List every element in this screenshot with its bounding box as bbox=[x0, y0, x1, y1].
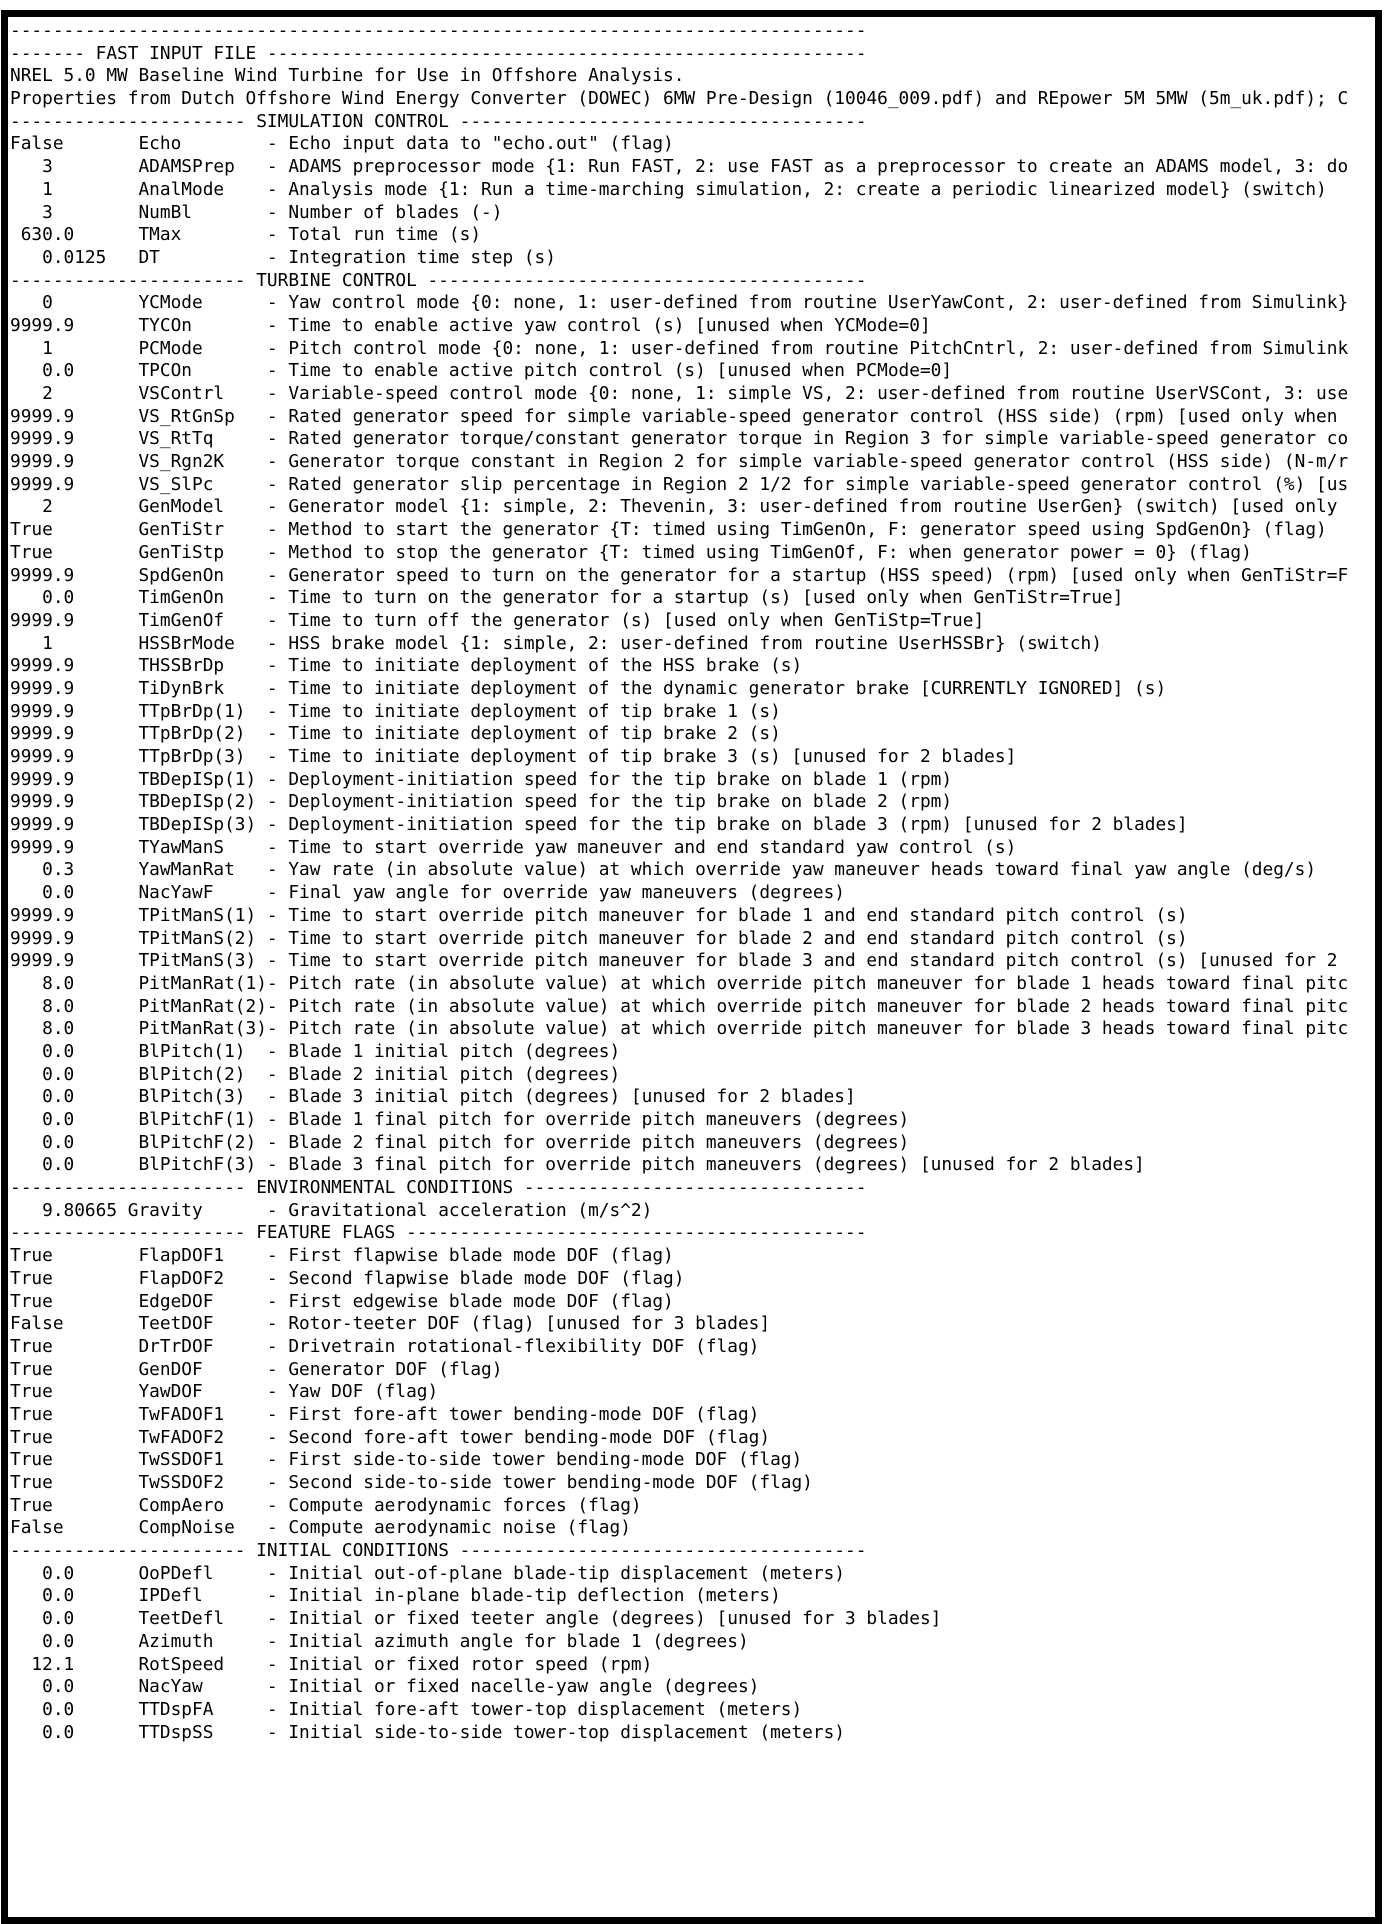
file-line: 9999.9 TYCOn - Time to enable active yaw control (s) [unused when YCMode=0] bbox=[10, 314, 931, 336]
file-line: 9999.9 TiDynBrk - Time to initiate deployment of the dynamic generator brake [CURRENTLY IGNORED] (s) bbox=[10, 677, 1167, 699]
file-line: True FlapDOF2 - Second flapwise blade mode DOF (flag) bbox=[10, 1267, 685, 1289]
file-line: 9999.9 TPitManS(2) - Time to start override pitch maneuver for blade 2 and end standard pitch control (s) bbox=[10, 927, 1188, 949]
file-line: 1 AnalMode - Analysis mode {1: Run a time-marching simulation, 2: create a periodic linearized model} (switch) bbox=[10, 178, 1327, 200]
file-line: False TeetDOF - Rotor-teeter DOF (flag) [unused for 3 blades] bbox=[10, 1313, 771, 1335]
file-line: 0.0 TPCOn - Time to enable active pitch control (s) [unused when PCMode=0] bbox=[10, 360, 953, 382]
file-line: 9999.9 TPitManS(1) - Time to start override pitch maneuver for blade 1 and end standard pitch control (s) bbox=[10, 904, 1188, 926]
file-line: 9999.9 SpdGenOn - Generator speed to turn on the generator for a startup (HSS speed) (rpm) [used only when GenTiStr=F bbox=[10, 564, 1349, 586]
file-line: True FlapDOF1 - First flapwise blade mode DOF (flag) bbox=[10, 1245, 674, 1267]
file-line: 9999.9 TTpBrDp(2) - Time to initiate deployment of tip brake 2 (s) bbox=[10, 723, 781, 745]
file-line: ---------------------- SIMULATION CONTROL -------------------------------------- bbox=[10, 110, 867, 132]
file-line: 9999.9 TBDepISp(3) - Deployment-initiation speed for the tip brake on blade 3 (rpm) [unused for 2 blades] bbox=[10, 814, 1188, 836]
file-line: 0 YCMode - Yaw control mode {0: none, 1: user-defined from routine UserYawCont, 2: user-defined from Simulink} bbox=[10, 292, 1349, 314]
file-line: 0.0 TTDspFA - Initial fore-aft tower-top displacement (meters) bbox=[10, 1698, 803, 1720]
file-line: ------- FAST INPUT FILE -------------------------------------------------------- bbox=[10, 42, 867, 64]
file-line: 3 NumBl - Number of blades (-) bbox=[10, 201, 503, 223]
file-line: 0.0 BlPitch(2) - Blade 2 initial pitch (degrees) bbox=[10, 1063, 621, 1085]
file-line: -------------------------------------------------------------------------------- bbox=[10, 20, 867, 41]
file-line: 0.0 NacYawF - Final yaw angle for override yaw maneuvers (degrees) bbox=[10, 882, 846, 904]
file-line: 9999.9 VS_RtGnSp - Rated generator speed for simple variable-speed generator control (HSS side) (rpm) [used only when bbox=[10, 405, 1338, 427]
file-line: 0.0 TeetDefl - Initial or fixed teeter angle (degrees) [unused for 3 blades] bbox=[10, 1608, 942, 1630]
file-line: NREL 5.0 MW Baseline Wind Turbine for Use in Offshore Analysis. bbox=[10, 65, 685, 87]
file-line: ---------------------- ENVIRONMENTAL CONDITIONS -------------------------------- bbox=[10, 1177, 867, 1199]
file-line: True TwFADOF2 - Second fore-aft tower bending-mode DOF (flag) bbox=[10, 1426, 771, 1448]
file-line: 3 ADAMSPrep - ADAMS preprocessor mode {1: Run FAST, 2: use FAST as a preprocessor to create an ADAMS model, 3: do bbox=[10, 156, 1349, 178]
file-line: 9999.9 TPitManS(3) - Time to start override pitch maneuver for blade 3 and end standard pitch control (s) [unused for 2 bbox=[10, 950, 1338, 972]
file-line: 0.0 BlPitchF(1) - Blade 1 final pitch for override pitch maneuvers (degrees) bbox=[10, 1109, 910, 1130]
fast-input-file-content bbox=[8, 17, 1375, 1744]
file-line: True GenTiStr - Method to start the generator {T: timed using TimGenOn, F: generator speed using SpdGenOn} (flag) bbox=[10, 519, 1327, 541]
file-line: 9.80665 Gravity - Gravitational acceleration (m/s^2) bbox=[10, 1199, 653, 1221]
file-line: Properties from Dutch Offshore Wind Energy Converter (DOWEC) 6MW Pre-Design (10046_009.pdf) and REpower 5M 5MW (5m_uk.pdf); C bbox=[10, 88, 1349, 110]
file-line: True GenDOF - Generator DOF (flag) bbox=[10, 1358, 503, 1380]
file-line: False CompNoise - Compute aerodynamic noise (flag) bbox=[10, 1517, 631, 1539]
file-line: 0.0 Azimuth - Initial azimuth angle for blade 1 (degrees) bbox=[10, 1630, 749, 1652]
file-line: 0.0 BlPitchF(3) - Blade 3 final pitch for override pitch maneuvers (degrees) [unused for 2 blades] bbox=[10, 1154, 1145, 1176]
file-line: 9999.9 VS_SlPc - Rated generator slip percentage in Region 2 1/2 for simple variable-speed generator control (%) [us bbox=[10, 473, 1349, 495]
file-line: 9999.9 THSSBrDp - Time to initiate deployment of the HSS brake (s) bbox=[10, 655, 803, 677]
file-line: 0.0 BlPitch(3) - Blade 3 initial pitch (degrees) [unused for 2 blades] bbox=[10, 1086, 856, 1108]
file-line: 9999.9 TBDepISp(1) - Deployment-initiation speed for the tip brake on blade 1 (rpm) bbox=[10, 768, 953, 790]
file-line: True TwSSDOF1 - First side-to-side tower bending-mode DOF (flag) bbox=[10, 1449, 803, 1471]
file-line: 630.0 TMax - Total run time (s) bbox=[10, 224, 482, 246]
file-line: 8.0 PitManRat(1)- Pitch rate (in absolute value) at which override pitch maneuver for blade 1 heads toward final pitc bbox=[10, 972, 1349, 994]
file-line: 12.1 RotSpeed - Initial or fixed rotor speed (rpm) bbox=[10, 1653, 653, 1675]
file-line: 0.0 OoPDefl - Initial out-of-plane blade-tip displacement (meters) bbox=[10, 1562, 846, 1584]
file-line: ---------------------- INITIAL CONDITIONS -------------------------------------- bbox=[10, 1540, 867, 1562]
file-line: True CompAero - Compute aerodynamic forces (flag) bbox=[10, 1494, 642, 1516]
file-line: 9999.9 TTpBrDp(1) - Time to initiate deployment of tip brake 1 (s) bbox=[10, 700, 781, 722]
file-line: 0.0 IPDefl - Initial in-plane blade-tip deflection (meters) bbox=[10, 1585, 781, 1607]
file-line: 0.0 NacYaw - Initial or fixed nacelle-yaw angle (degrees) bbox=[10, 1676, 760, 1698]
file-line: 0.3 YawManRat - Yaw rate (in absolute value) at which override yaw maneuver heads toward final yaw angle (deg/s) bbox=[10, 859, 1317, 881]
file-line: 9999.9 VS_Rgn2K - Generator torque constant in Region 2 for simple variable-speed generator control (HSS side) (N-m/r bbox=[10, 451, 1349, 473]
file-line: 9999.9 TTpBrDp(3) - Time to initiate deployment of tip brake 3 (s) [unused for 2 blades] bbox=[10, 746, 1017, 767]
file-line: True TwSSDOF2 - Second side-to-side tower bending-mode DOF (flag) bbox=[10, 1472, 813, 1493]
file-line: 2 GenModel - Generator model {1: simple, 2: Thevenin, 3: user-defined from routine UserGen} (switch) [used only bbox=[10, 496, 1338, 518]
file-line: 0.0125 DT - Integration time step (s) bbox=[10, 246, 556, 268]
file-line: True YawDOF - Yaw DOF (flag) bbox=[10, 1381, 439, 1403]
file-line: False Echo - Echo input data to "echo.out" (flag) bbox=[10, 133, 674, 155]
file-line: 8.0 PitManRat(3)- Pitch rate (in absolute value) at which override pitch maneuver for blade 3 heads toward final pitc bbox=[10, 1018, 1349, 1040]
file-line: 0.0 BlPitchF(2) - Blade 2 final pitch for override pitch maneuvers (degrees) bbox=[10, 1131, 910, 1153]
file-line: 1 PCMode - Pitch control mode {0: none, 1: user-defined from routine PitchCntrl, 2: user-defined from Simulink bbox=[10, 337, 1349, 359]
file-line: ---------------------- TURBINE CONTROL ----------------------------------------- bbox=[10, 269, 867, 291]
file-line: True DrTrDOF - Drivetrain rotational-flexibility DOF (flag) bbox=[10, 1335, 760, 1357]
file-line: 0.0 TTDspSS - Initial side-to-side tower-top displacement (meters) bbox=[10, 1721, 846, 1743]
file-line: 9999.9 VS_RtTq - Rated generator torque/constant generator torque in Region 3 for simple variable-speed generator co bbox=[10, 428, 1349, 450]
file-line: True TwFADOF1 - First fore-aft tower bending-mode DOF (flag) bbox=[10, 1403, 760, 1425]
file-line: 0.0 BlPitch(1) - Blade 1 initial pitch (degrees) bbox=[10, 1040, 621, 1062]
file-frame-border bbox=[1, 10, 1382, 1924]
file-line: 9999.9 TYawManS - Time to start override yaw maneuver and end standard yaw control (s) bbox=[10, 836, 1017, 858]
file-line: True GenTiStp - Method to stop the generator {T: timed using TimGenOf, F: when generator power = 0} (flag) bbox=[10, 541, 1252, 563]
file-line: 2 VSContrl - Variable-speed control mode {0: none, 1: simple VS, 2: user-defined from routine UserVSCont, 3: use bbox=[10, 383, 1349, 404]
file-line: 9999.9 TBDepISp(2) - Deployment-initiation speed for the tip brake on blade 2 (rpm) bbox=[10, 791, 953, 813]
file-line: 0.0 TimGenOn - Time to turn on the generator for a startup (s) [used only when GenTiStr=True] bbox=[10, 587, 1124, 609]
file-line: 8.0 PitManRat(2)- Pitch rate (in absolute value) at which override pitch maneuver for blade 2 heads toward final pitc bbox=[10, 995, 1349, 1017]
file-line: ---------------------- FEATURE FLAGS ------------------------------------------- bbox=[10, 1222, 867, 1244]
file-line: 1 HSSBrMode - HSS brake model {1: simple, 2: user-defined from routine UserHSSBr} (switch) bbox=[10, 632, 1102, 654]
file-line: True EdgeDOF - First edgewise blade mode DOF (flag) bbox=[10, 1290, 674, 1312]
file-line: 9999.9 TimGenOf - Time to turn off the generator (s) [used only when GenTiStp=True] bbox=[10, 609, 985, 631]
